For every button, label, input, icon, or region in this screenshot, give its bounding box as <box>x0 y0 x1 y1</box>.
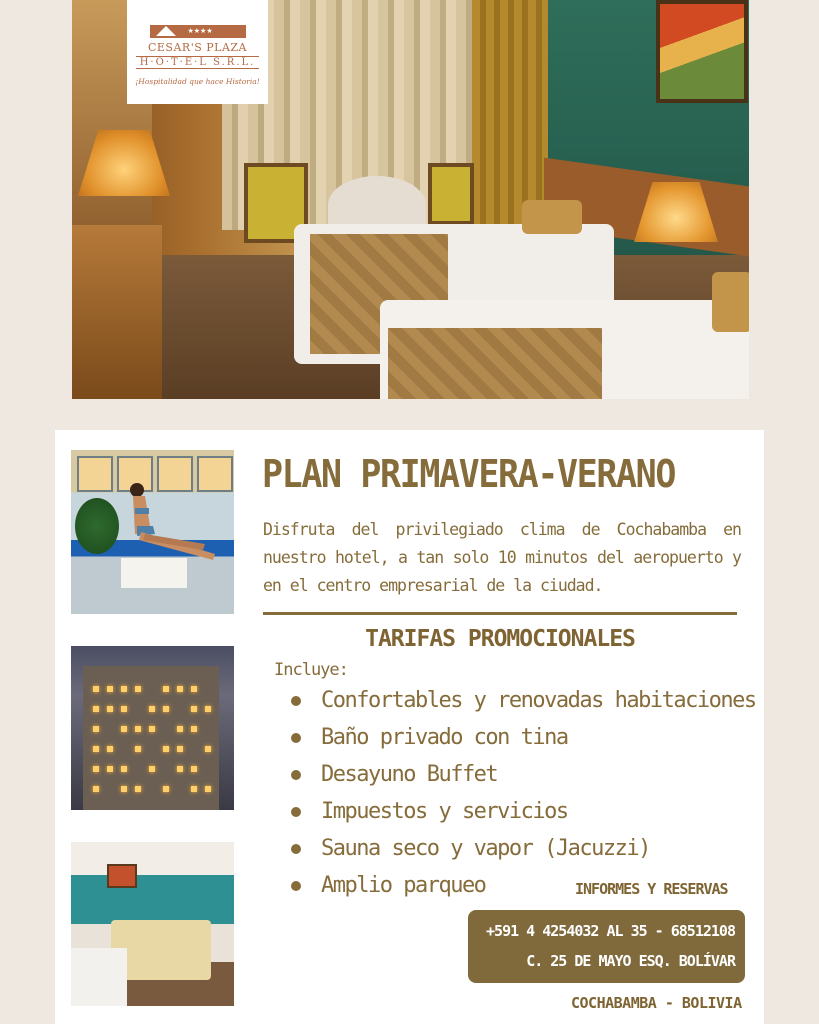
hero-bed <box>380 300 749 399</box>
contact-phone[interactable]: +591 4 4254032 AL 35 - 68512108 <box>486 922 735 940</box>
promo-card <box>55 430 764 1024</box>
hero-desk <box>72 225 162 399</box>
room-photo <box>71 842 234 1006</box>
building-icon <box>83 666 219 810</box>
bullet-icon <box>291 733 301 743</box>
hotel-logo <box>127 0 268 104</box>
promo-intro: Disfruta del privilegiado clima de Cochabamba en nuestro hotel, a tan solo 10 minutos del aeropuerto y en el centro empresarial de la ciudad. <box>263 520 741 595</box>
painting <box>107 864 137 888</box>
promo-title: PLAN PRIMAVERA-VERANO <box>262 452 676 496</box>
amenity-label: Baño privado con tina <box>321 725 568 750</box>
hero-pillow <box>522 200 582 234</box>
amenity-item <box>291 719 756 756</box>
pool-photo <box>71 450 234 614</box>
amenity-item <box>291 682 756 719</box>
bullet-icon <box>291 807 301 817</box>
plant-icon <box>75 498 119 554</box>
amenity-label: Desayuno Buffet <box>321 762 498 787</box>
amenity-label: Impuestos y servicios <box>321 799 568 824</box>
hero-painting <box>656 0 748 103</box>
amenities-list <box>291 682 756 904</box>
logo-hotel: H·O·T·E·L S.R.L. <box>136 56 260 69</box>
logo-stars: ★★★★ <box>187 27 213 35</box>
logo-name: CESAR'S PLAZA <box>147 40 247 54</box>
amenity-item <box>291 793 756 830</box>
logo-stars-bar <box>150 25 246 38</box>
towel <box>121 558 187 588</box>
amenity-item <box>291 830 756 867</box>
bullet-icon <box>291 770 301 780</box>
amenity-label: Confortables y renovadas habitaciones <box>321 688 756 713</box>
hotel-building-photo <box>71 646 234 810</box>
contact-address: C. 25 DE MAYO ESQ. BOLÍVAR <box>526 952 735 970</box>
amenity-item <box>291 756 756 793</box>
contact-city: COCHABAMBA - BOLIVIA <box>571 994 742 1012</box>
person-icon <box>115 482 225 564</box>
bullet-icon <box>291 696 301 706</box>
includes-label: Incluye: <box>274 660 348 680</box>
bullet-icon <box>291 844 301 854</box>
window <box>77 456 113 492</box>
bullet-icon <box>291 881 301 891</box>
rates-title: TARIFAS PROMOCIONALES <box>365 626 635 652</box>
divider <box>263 612 737 615</box>
hero-curtain-side <box>472 0 552 230</box>
amenity-label: Amplio parqueo <box>321 873 486 898</box>
sofa <box>71 948 127 1006</box>
amenity-label: Sauna seco y vapor (Jacuzzi) <box>321 836 650 861</box>
logo-tagline: ¡Hospitalidad que hace Historia! <box>135 76 260 86</box>
hero-chair <box>428 163 474 225</box>
roof-icon <box>156 26 176 36</box>
contact-label: INFORMES Y RESERVAS <box>575 880 728 898</box>
hero-pillow <box>712 272 749 332</box>
contact-box <box>468 910 745 983</box>
